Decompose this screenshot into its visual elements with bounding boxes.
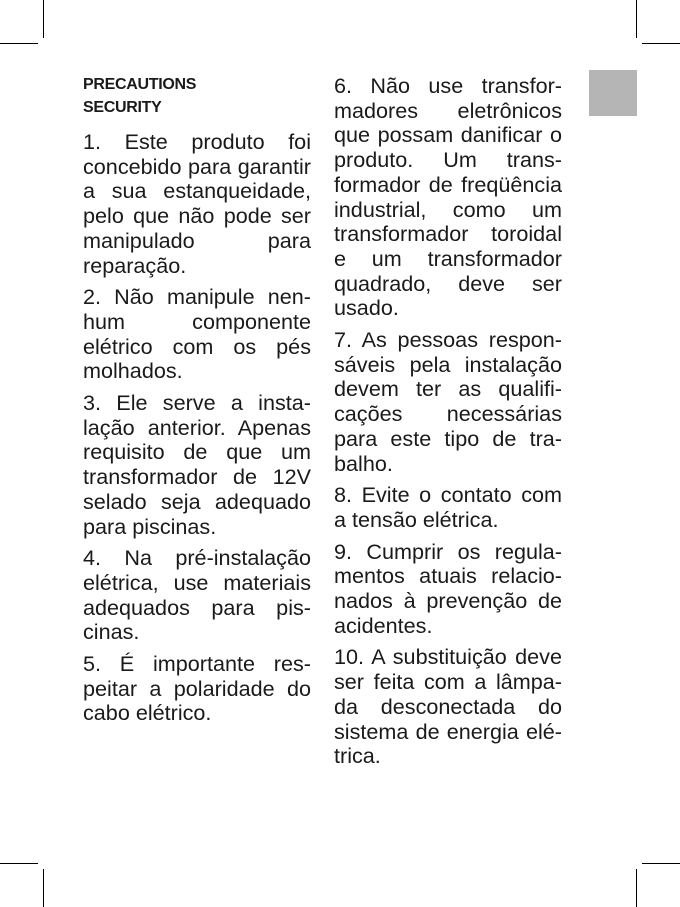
precaution-item: 10. A substituição deve ser feita com a lâmpada desconectada do sistema de energia elétrica.: [334, 644, 562, 769]
heading-line-security: SECURITY: [83, 99, 162, 116]
crop-mark-bottom-left-h: [0, 863, 38, 864]
precaution-item: 1. Este produto foi concebido para garantir a sua estanqueidade, pelo que não pode ser manipulado para reparação.: [83, 129, 311, 278]
crop-mark-bottom-left-v: [43, 869, 44, 907]
crop-mark-bottom-right-h: [642, 863, 680, 864]
section-heading: [83, 73, 196, 119]
heading-line-precautions: PRECAUTIONS: [83, 76, 197, 93]
section-tab: [589, 70, 637, 116]
precaution-item: 5. É importante respeitar a polaridade do cabo elétrico.: [83, 651, 311, 726]
crop-mark-bottom-right-v: [636, 869, 637, 907]
precaution-item: 8. Evite o contato com a tensão elétrica.: [334, 482, 562, 532]
precaution-item: 4. Na pré-instalação elétrica, use materiais adequados para piscinas.: [83, 545, 311, 645]
left-column: [83, 130, 311, 733]
crop-mark-top-left-v: [43, 0, 44, 38]
precaution-item: 2. Não manipule nenhum componente elétrico com os pés molhados.: [83, 284, 311, 384]
precaution-item: 9. Cumprir os regulamentos atuais relacionados à prevenção de acidentes.: [334, 538, 562, 638]
precaution-item: 3. Ele serve a instalação anterior. Apenas requisito de que um transformador de 12V selado seja adequado para piscinas.: [83, 390, 311, 539]
crop-mark-top-right-v: [636, 0, 637, 38]
precaution-item: 7. As pessoas responsáveis pela instalação devem ter as qualificações necessárias para este tipo de trabalho.: [334, 327, 562, 476]
crop-mark-top-right-h: [642, 43, 680, 44]
precaution-item: 6. Não use transformadores eletrônicos que possam danificar o produto. Um transformador de freqüência industrial, como um transformador toroidal e um transformador quadrado, deve ser usado.: [334, 73, 562, 321]
right-column: [334, 74, 562, 776]
crop-mark-top-left-h: [0, 43, 38, 44]
